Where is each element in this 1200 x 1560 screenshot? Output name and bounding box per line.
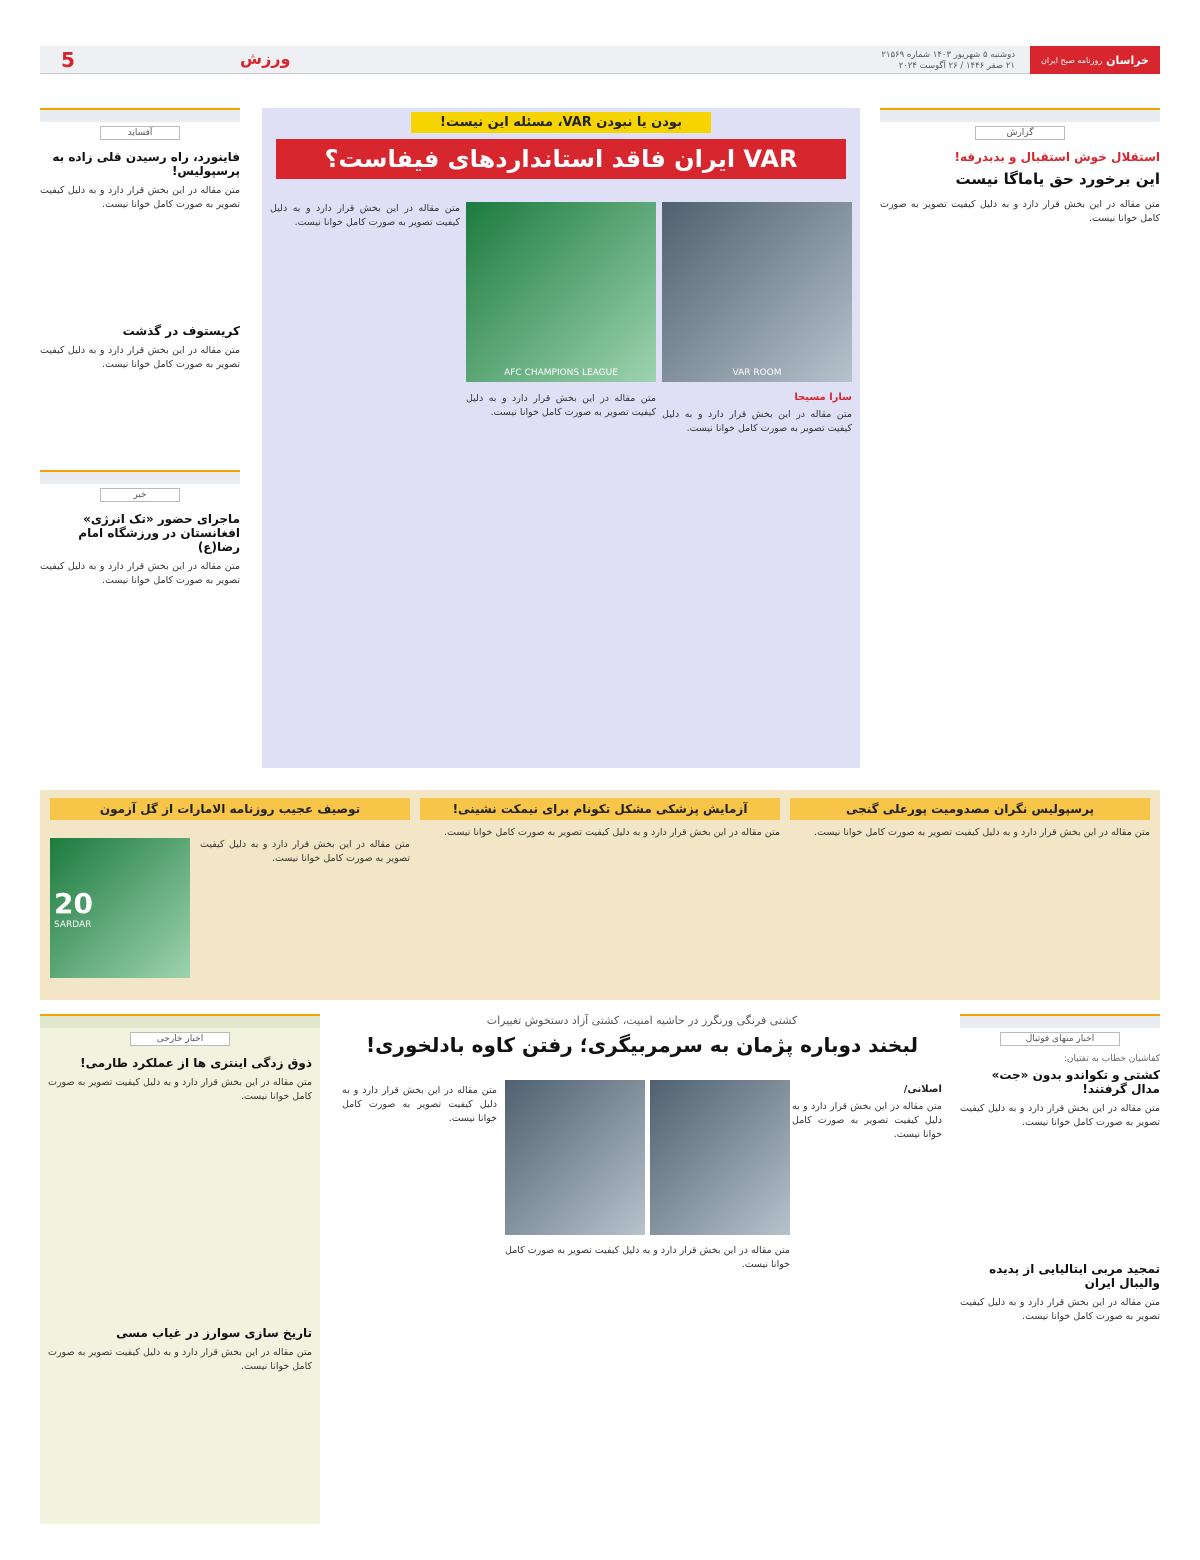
- panel1-title: پرسپولیس نگران مصدومیت پورعلی گنجی: [790, 798, 1150, 820]
- bottom-main: [342, 1014, 942, 1057]
- bottom-right-column: [960, 1014, 1160, 1466]
- panel3-body: متن مقاله در این بخش قرار دارد و به دلیل کیفیت تصویر به صورت کامل خوانا نیست.: [200, 839, 410, 864]
- var-room-photo: VAR ROOM: [662, 202, 852, 382]
- br-title2: تمجید مربی ایتالیایی از پدیده والیبال ایران: [989, 1262, 1160, 1290]
- tag-news: خبر: [100, 488, 180, 502]
- br-kicker: کفاشیان خطاب به تفتیان:: [1063, 1054, 1160, 1064]
- panel2-title: آزمایش پزشکی مشکل تکونام برای نیمکت نشینی!: [420, 798, 780, 820]
- var-body-col3: متن مقاله در این بخش قرار دارد و به دلیل کیفیت تصویر به صورت کامل خوانا نیست.: [270, 203, 460, 228]
- bottom-body-col3: متن مقاله در این بخش قرار دارد و به دلیل کیفیت تصویر به صورت کامل خوانا نیست.: [342, 1085, 497, 1124]
- var-article: [262, 108, 860, 768]
- bottom-kicker: کشتی فرنگی ورنگرز در حاشیه امنیت، کشتی آزاد دستخوش تغییرات: [486, 1014, 798, 1027]
- var-body-col1: متن مقاله در این بخش قرار دارد و به دلیل کیفیت تصویر به صورت کامل خوانا نیست.: [662, 409, 852, 434]
- wrestling-coach-photo-2: [505, 1080, 645, 1235]
- champions-league-photo: AFC CHAMPIONS LEAGUE: [466, 202, 656, 382]
- panel-medical: [420, 798, 780, 988]
- tag-foreign: اخبار خارجی: [130, 1032, 230, 1046]
- bottom-left-column: [40, 1014, 320, 1524]
- left-title2: کریستوف در گذشت: [122, 324, 240, 338]
- left-body3: متن مقاله در این بخش قرار دارد و به دلیل کیفیت تصویر به صورت کامل خوانا نیست.: [40, 561, 240, 586]
- brand-logo: خراسان روزنامه صبح ایران: [1030, 46, 1160, 74]
- panel-azmoun: [50, 798, 410, 988]
- tag-bar-left2: [40, 470, 240, 484]
- right-kicker: استقلال خوش استقبال و بدبدرقه!: [954, 150, 1160, 164]
- tag-report: گزارش: [975, 126, 1065, 140]
- right-body: متن مقاله در این بخش قرار دارد و به دلیل کیفیت تصویر به صورت کامل خوانا نیست.: [880, 199, 1160, 224]
- bl-body1: متن مقاله در این بخش قرار دارد و به دلیل کیفیت تصویر به صورت کامل خوانا نیست.: [48, 1077, 312, 1102]
- tag-bar-br: [960, 1014, 1160, 1028]
- tag-bar-bl: [40, 1014, 320, 1028]
- left-column: [40, 108, 240, 720]
- br-body1: متن مقاله در این بخش قرار دارد و به دلیل کیفیت تصویر به صورت کامل خوانا نیست.: [960, 1103, 1160, 1128]
- left-title1: فاینورد، راه رسیدن قلی زاده به پرسپولیس!: [52, 150, 240, 178]
- br-title1: کشتی و تکواندو بدون «جت» مدال گرفتند!: [991, 1068, 1160, 1096]
- right-column: [880, 108, 1160, 738]
- bottom-body-col2: متن مقاله در این بخش قرار دارد و به دلیل کیفیت تصویر به صورت کامل خوانا نیست.: [505, 1245, 790, 1270]
- wrestling-coach-photo-1: [650, 1080, 790, 1235]
- var-kicker: بودن یا نبودن VAR، مسئله این نیست!: [411, 112, 711, 133]
- panel2-body: متن مقاله در این بخش قرار دارد و به دلیل کیفیت تصویر به صورت کامل خوانا نیست.: [443, 827, 780, 838]
- panel1-body: متن مقاله در این بخش قرار دارد و به دلیل کیفیت تصویر به صورت کامل خوانا نیست.: [813, 827, 1150, 838]
- br-body2: متن مقاله در این بخش قرار دارد و به دلیل کیفیت تصویر به صورت کامل خوانا نیست.: [960, 1297, 1160, 1322]
- tag-bar: [880, 108, 1160, 122]
- middle-panels: [40, 790, 1160, 1000]
- var-byline: سارا مسیحا: [794, 392, 852, 403]
- var-body-col2: متن مقاله در این بخش قرار دارد و به دلیل کیفیت تصویر به صورت کامل خوانا نیست.: [466, 393, 656, 418]
- left-body1: متن مقاله در این بخش قرار دارد و به دلیل کیفیت تصویر به صورت کامل خوانا نیست.: [40, 185, 240, 210]
- right-title: این برخورد حق یاماگا نیست: [955, 170, 1160, 188]
- panel3-title: توصیف عجیب روزنامه الامارات از گل آزمون: [50, 798, 410, 820]
- bottom-lead: اصلانی/: [903, 1084, 942, 1095]
- tag-offside: آفساید: [100, 126, 180, 140]
- bottom-body-col1: متن مقاله در این بخش قرار دارد و به دلیل کیفیت تصویر به صورت کامل خوانا نیست.: [792, 1101, 942, 1140]
- bottom-title: لبخند دوباره پژمان به سرمربیگری؛ رفتن کاوه بادلخوری!: [365, 1033, 918, 1057]
- bl-title1: ذوق زدگی اینتری ها از عملکرد طارمی!: [80, 1056, 312, 1070]
- bl-body2: متن مقاله در این بخش قرار دارد و به دلیل کیفیت تصویر به صورت کامل خوانا نیست.: [48, 1347, 312, 1372]
- page-number: 5: [61, 48, 75, 72]
- section-title: ورزش: [240, 49, 291, 68]
- tag-bar-left: [40, 108, 240, 122]
- left-title3: ماجرای حضور «تک انرژی» افغانستان در ورزشگاه امام رضا(ع): [78, 512, 240, 554]
- date-line: دوشنبه ۵ شهریور ۱۴۰۳ شماره ۲۱۵۶۹ ۲۱ صفر ۱۴۴۶ / ۲۶ آگوست ۲۰۲۴: [881, 50, 1015, 71]
- tag-non-football: اخبار منهای فوتبال: [1000, 1032, 1120, 1046]
- left-body2: متن مقاله در این بخش قرار دارد و به دلیل کیفیت تصویر به صورت کامل خوانا نیست.: [40, 345, 240, 370]
- var-title: VAR ایران فاقد استانداردهای فیفاست؟: [276, 139, 846, 179]
- panel-persepolis: [790, 798, 1150, 988]
- bl-title2: تاریخ سازی سوارز در غیاب مسی: [116, 1326, 312, 1340]
- player-photo: 20 SARDAR: [50, 838, 190, 978]
